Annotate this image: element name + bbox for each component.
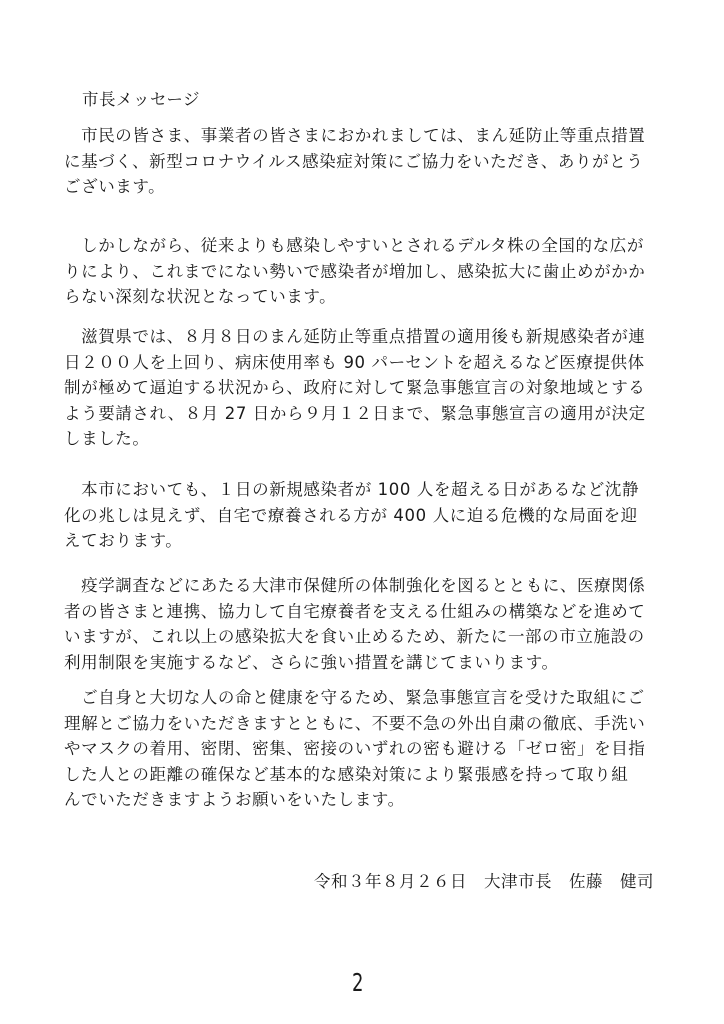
page-number: 2 bbox=[352, 968, 364, 997]
paragraph-3 bbox=[64, 324, 664, 452]
paragraph-2 bbox=[64, 233, 664, 310]
paragraph-line: 滋賀県では、８月８日のまん延防止等重点措置の適用後も新規感染者が連 bbox=[64, 327, 646, 346]
paragraph-line: した人との距離の確保など基本的な感染対策により緊張感を持って取り組 bbox=[64, 764, 629, 784]
paragraph-line: 理解とご協力をいただきますとともに、不要不急の外出自粛の徹底、手洗い bbox=[64, 713, 646, 733]
paragraph-line: んでいただきますようお願いをいたします。 bbox=[64, 790, 405, 809]
paragraph-line: いますが、これ以上の感染拡大を食い止めるため、新たに一部の市立施設の bbox=[64, 627, 645, 646]
page-title: 市長メッセージ bbox=[82, 90, 201, 109]
paragraph-line: ご自身と大切な人の命と健康を守るため、緊急事態宣言を受けた取組にご bbox=[64, 688, 645, 707]
paragraph-line: りにより、これまでにない勢いで感染者が増加し、感染拡大に歯止めがかか bbox=[64, 261, 646, 281]
paragraph-line: 化の兆しは見えず、自宅で療養される方が 400 人に迫る危機的な局面を迎 bbox=[64, 505, 638, 525]
paragraph-line: しかしながら、従来よりも感染しやすいとされるデルタ株の全国的な広が bbox=[64, 236, 644, 255]
paragraph-line: 制が極めて逼迫する状況から、政府に対して緊急事態宣言の対象地域とする bbox=[64, 378, 646, 397]
paragraph-line: 利用制限を実施するなど、さらに強い措置を講じてまいります。 bbox=[64, 652, 559, 672]
paragraph-line: に基づく、新型コロナウイルス感染症対策にご協力をいただき、ありがとう bbox=[64, 151, 644, 171]
paragraph-line: 疫学調査などにあたる大津市保健所の体制強化を図るとともに、医療関係 bbox=[64, 576, 646, 595]
paragraph-line: 者の皆さまと連携、協力して自宅療養者を支える仕組みの構築などを進めて bbox=[64, 601, 646, 621]
paragraph-4 bbox=[64, 477, 664, 554]
paragraph-line: 本市においても、１日の新規感染者が 100 人を超える日があるなど沈静 bbox=[64, 480, 640, 499]
paragraph-line: ございます。 bbox=[64, 177, 166, 196]
paragraph-line: しました。 bbox=[64, 429, 150, 448]
paragraph-line: 市民の皆さま、事業者の皆さまにおかれましては、まん延防止等重点措置 bbox=[64, 126, 646, 145]
paragraph-5 bbox=[64, 573, 664, 675]
paragraph-line: よう要請され、８月 27 日から９月１２日まで、緊急事態宣言の適用が決定 bbox=[64, 403, 646, 423]
signature-line: 令和３年８月２６日 大津市長 佐藤 健司 bbox=[314, 872, 654, 891]
paragraph-line: やマスクの着用、密閉、密集、密接のいずれの密も避ける「ゼロ密」を目指 bbox=[64, 739, 646, 758]
paragraph-line: らない深刻な状況となっています。 bbox=[64, 287, 337, 306]
paragraph-line: 日２００人を上回り、病床使用率も 90 パーセントを超えるなど医療提供体 bbox=[64, 352, 645, 372]
paragraph-6 bbox=[64, 685, 664, 813]
paragraph-1 bbox=[64, 123, 664, 200]
paragraph-line: えております。 bbox=[64, 531, 183, 550]
